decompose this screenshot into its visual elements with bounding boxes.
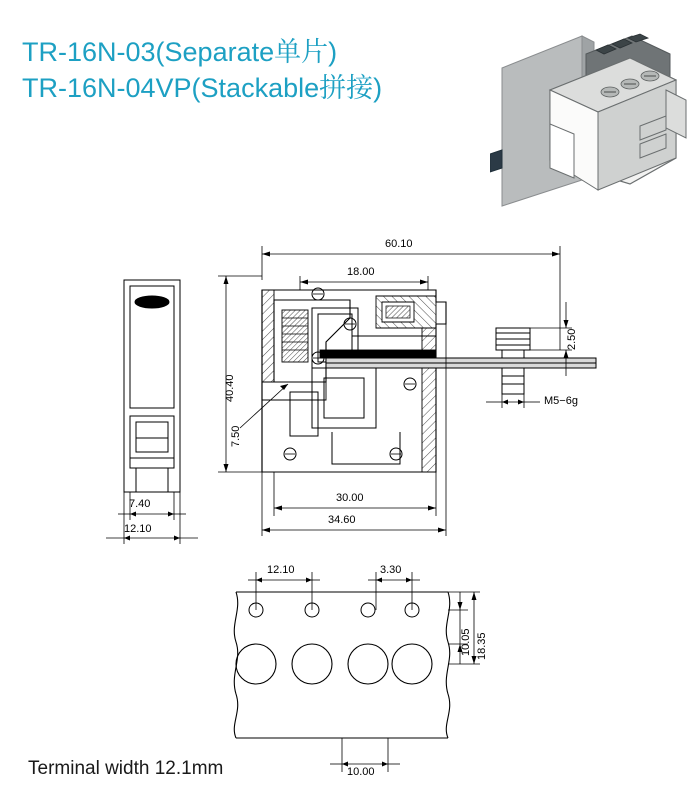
cross-section-view: [200, 232, 620, 552]
dim-18-35: 18.35: [476, 632, 488, 660]
dim-side-7-40: 7.40: [129, 498, 151, 510]
dim-40-40: 40.40: [224, 374, 236, 402]
title-line-1: TR-16N-03(Separate单片): [22, 37, 338, 67]
dim-3-30: 3.30: [380, 564, 402, 576]
bottom-footprint-view: [212, 548, 492, 788]
terminal-width-note: Terminal width 12.1mm: [28, 758, 224, 779]
dim-7-50: 7.50: [230, 425, 242, 447]
dim-30-00: 30.00: [336, 492, 364, 504]
dim-2-50: 2.50: [566, 328, 578, 350]
dim-m5-6g: M5−6g: [544, 395, 578, 407]
dim-side-12-10: 12.10: [124, 523, 152, 535]
dim-18-00: 18.00: [347, 266, 375, 278]
dim-34-60: 34.60: [328, 514, 356, 526]
dim-10-05: 10.05: [460, 628, 472, 656]
title-line-2: TR-16N-04VP(Stackable拼接): [22, 73, 383, 104]
dim-12-10-bottom: 12.10: [267, 564, 295, 576]
dim-60-10: 60.10: [385, 238, 413, 250]
product-photo-terminal-block: [490, 28, 690, 213]
page-title: [22, 34, 382, 107]
dim-10-00: 10.00: [347, 766, 375, 778]
